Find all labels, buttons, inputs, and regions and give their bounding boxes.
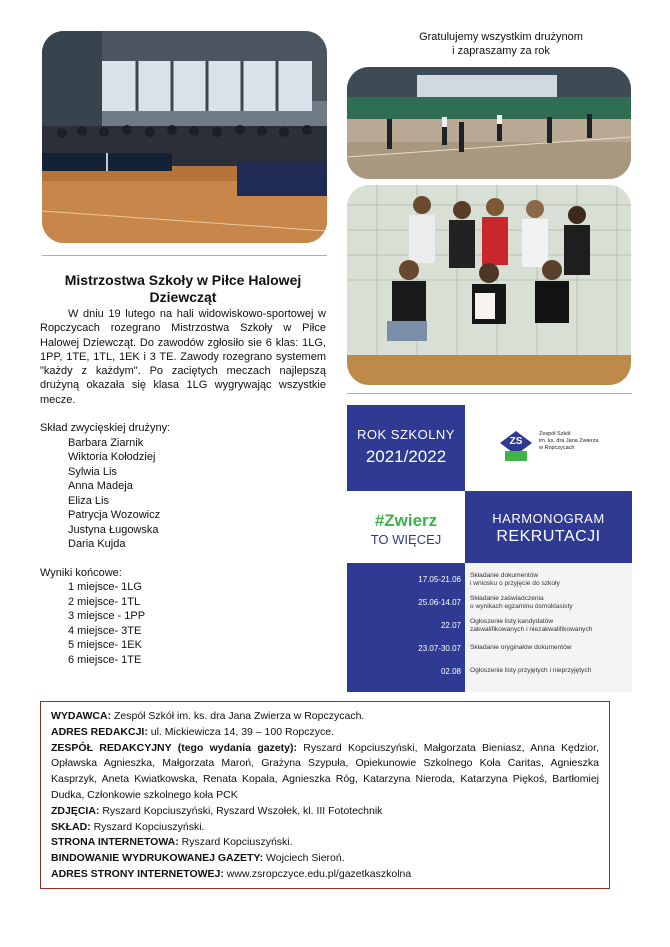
credit-website — [51, 835, 599, 851]
schedule-list — [347, 572, 632, 690]
logo-caption-line: Zespół Szkół — [539, 431, 571, 437]
result-item: 1 miejsce- 1LG — [68, 581, 142, 594]
heading-line1: HARMONOGRAM — [492, 511, 605, 526]
schedule-text-line: Ogłoszenie listy kandydatów — [470, 618, 554, 625]
credit-typesetting — [51, 820, 599, 836]
result-item: 6 miejsce- 1TE — [68, 653, 142, 666]
schedule-text — [470, 667, 591, 675]
credit-value: Wojciech Sieroń. — [263, 852, 345, 865]
team-member: Eliza Lis — [68, 494, 109, 507]
schedule-date: 25.06-14.07 — [418, 598, 461, 607]
sports-hall-image — [42, 31, 327, 243]
credit-label: SKŁAD: — [51, 820, 91, 833]
schedule-text-line: Składanie zaświadczenia — [470, 595, 544, 602]
credit-label: BINDOWANIE WYDRUKOWANEJ GAZETY: — [51, 852, 264, 865]
schedule-text-line: o wynikach egzaminu ósmoklasisty — [470, 603, 573, 610]
schedule-text-line: Ogłoszenie listy przyjętych i nieprzyjętych — [470, 667, 592, 674]
result-item: 4 miejsce- 3TE — [68, 624, 142, 637]
credit-label: ZDJĘCIA: — [51, 804, 100, 817]
team-member: Wiktoria Kołodziej — [68, 451, 156, 464]
article-title — [40, 272, 326, 306]
credit-binding — [51, 851, 599, 867]
schedule-text — [470, 644, 572, 652]
photo-sports-hall — [42, 31, 327, 243]
credit-value: ul. Mickiewicza 14, 39 – 100 Ropczyce. — [147, 725, 335, 738]
team-label: Skład zwycięskiej drużyny: — [40, 422, 171, 435]
credit-website-address — [51, 867, 599, 883]
credit-label: ZESPÓŁ REDAKCYJNY (tego wydania gazety): — [51, 741, 297, 754]
team-member: Justyna Ługowska — [68, 523, 159, 536]
slogan-block — [347, 491, 465, 563]
match-image — [347, 67, 631, 179]
logo-caption — [539, 431, 599, 452]
caption-line1: Gratulujemy wszystkim drużynom — [419, 31, 583, 43]
credit-editorial-team — [51, 741, 599, 804]
team-member: Anna Madeja — [68, 480, 133, 493]
schedule-text-line: Składanie dokumentów — [470, 572, 539, 579]
credit-address — [51, 725, 599, 741]
editorial-credits-box — [40, 701, 610, 889]
team-member: Barbara Ziarnik — [68, 436, 144, 449]
credit-label: STRONA INTERNETOWA: — [51, 836, 179, 849]
schedule-row — [347, 667, 632, 690]
logo-caption-line: w Ropczycach — [539, 445, 575, 451]
slogan-main: #Zwierz — [374, 511, 438, 530]
result-item: 3 miejsce - 1PP — [68, 610, 146, 623]
result-item: 2 miejsce- 1TL — [68, 595, 141, 608]
school-year-label: ROK SZKOLNY — [357, 427, 455, 442]
recruitment-heading-block — [465, 491, 632, 563]
article-paragraph: W dniu 19 lutego na hali widowiskowo-sportowej w Ropczycach rozegrano Mistrzostwa Szkoły w Piłce Halowej Dziewcząt. Do zawodów zgłosiło sie 6 klas: 1LG, 1PP, 1TE, 1TL, 1EK i 3 TE. Zawody rozegrano systemem "każdy z każdym". Po zaciętych meczach najlepszą drużyną okazała się klasa 1LG wygrywając wszystkie mecze. — [40, 308, 326, 406]
results-label: Wyniki końcowe: — [40, 566, 122, 579]
school-year: 2021/2022 — [365, 447, 447, 466]
congratulations-caption — [388, 31, 614, 58]
schedule-text-line: Składanie oryginałów dokumentów — [470, 644, 572, 651]
schedule-text — [470, 618, 592, 634]
schedule-date: 22.07 — [440, 621, 461, 630]
credit-photos — [51, 804, 599, 820]
article-body — [40, 307, 326, 667]
result-item: 5 miejsce- 1EK — [68, 639, 142, 652]
article-title-line2: Dziewcząt — [149, 289, 217, 305]
divider — [347, 393, 632, 394]
schedule-date: 02.08 — [440, 667, 461, 676]
team-member: Sylwia Lis — [68, 465, 117, 478]
caption-line2: i zapraszamy za rok — [452, 44, 550, 57]
schedule-text-line: zakwalifikowanych i niezakwalifikowanych — [470, 626, 593, 633]
logo-letters: ZS — [509, 436, 523, 447]
credit-label: WYDAWCA: — [51, 710, 112, 722]
schedule-date: 23.07-30.07 — [418, 644, 461, 653]
team-member: Daria Kujda — [68, 538, 126, 551]
credit-value: www.zsropczyce.edu.pl/gazetkaszkolna — [223, 867, 412, 880]
logo-caption-line: im. ks. dra Jana Zwierza — [539, 438, 599, 444]
credit-label: ADRES REDAKCJI: — [51, 725, 148, 738]
credit-value: Ryszard Kopciuszyński. — [90, 820, 205, 833]
recruitment-poster — [347, 405, 632, 692]
credit-value: Ryszard Kopciuszyński. — [178, 836, 293, 849]
credit-value: Ryszard Kopciuszyński, Małgorzata Bieniasz, Anna Kędzior, Opławska Agnieszka, Małgorzata Maroń, Grażyna Szypuła, Opiekunowie Szkolnego Koła Caritas, Agnieszka Kasprzyk, Aneta Kwiatkowska, Renata Kopala, Agnieszka Róg, Katarzyna Nieroda, Katarzyna Piękoś, Bartłomiej Dudka, Członkowie szkolnego koła PCK — [51, 741, 599, 801]
slogan-sub: TO WIĘCEJ — [370, 532, 442, 547]
schedule-text — [470, 572, 560, 588]
school-year-block — [347, 405, 465, 491]
divider — [42, 255, 327, 256]
schedule-text-line: i wniosku o przyjęcie do szkoły — [470, 580, 560, 587]
credit-value: Zespół Szkół im. ks. dra Jana Zwierza w Ropczycach. — [111, 710, 365, 722]
winning-team-image — [347, 185, 631, 385]
schedule-row — [347, 618, 632, 644]
credit-value: Ryszard Kopciuszyński, Ryszard Wszołek, kl. III Fototechnik — [99, 804, 383, 817]
schedule-row — [347, 644, 632, 667]
photo-match — [347, 67, 631, 179]
team-member: Patrycja Wozowicz — [68, 509, 161, 522]
schedule-date: 17.05-21.06 — [418, 575, 461, 584]
school-logo — [499, 427, 629, 467]
heading-line2: REKRUTACJI — [496, 528, 601, 545]
photo-winning-team — [347, 185, 631, 385]
credit-label: ADRES STRONY INTERNETOWEJ: — [51, 867, 224, 880]
schedule-text — [470, 595, 573, 611]
credit-publisher — [51, 709, 599, 725]
article-title-line1: Mistrzostwa Szkoły w Piłce Halowej — [64, 272, 302, 288]
